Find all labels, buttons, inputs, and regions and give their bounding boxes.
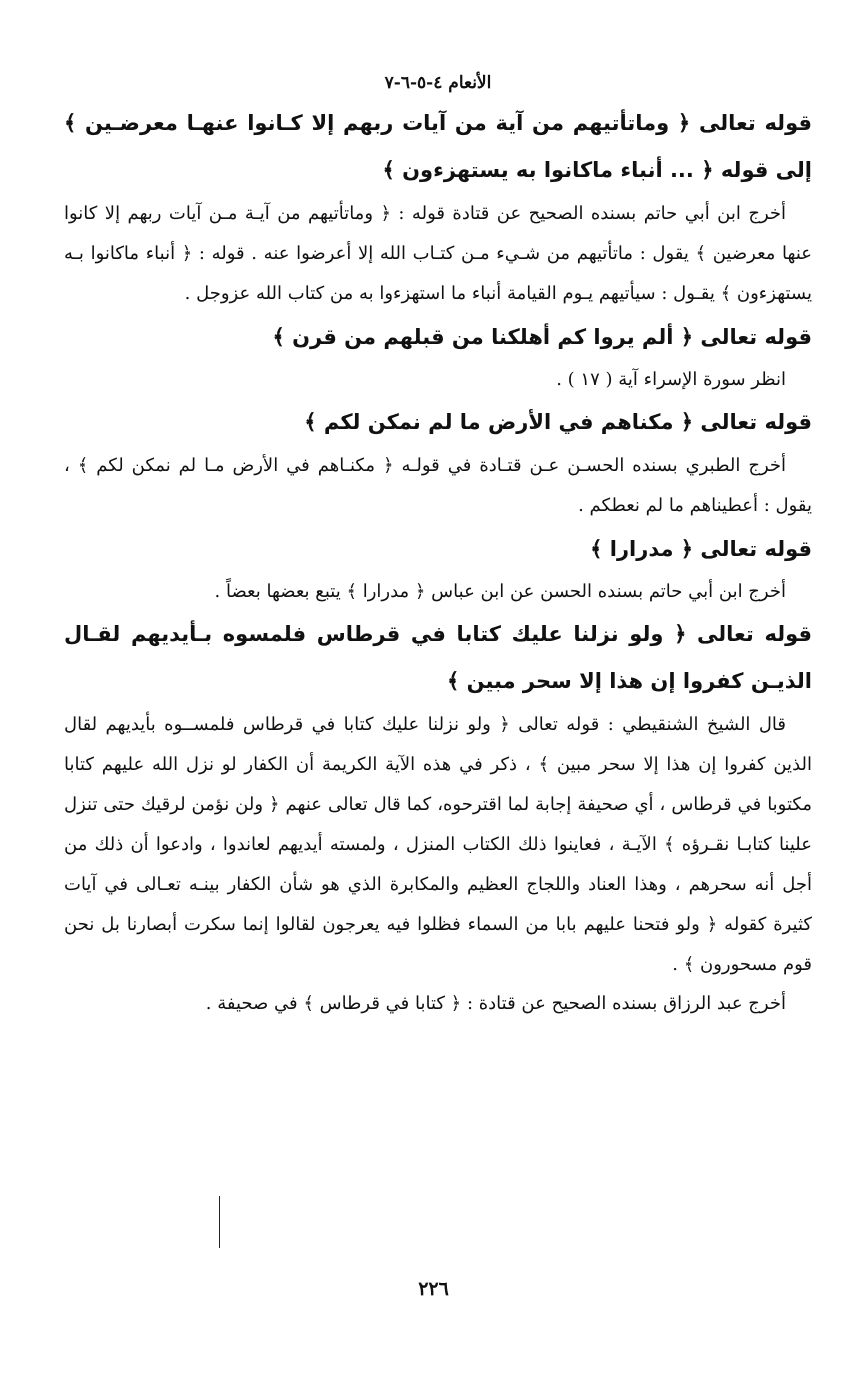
running-head: الأنعام ٤-٥-٦-٧ [384,73,492,93]
commentary-paragraph-5: قال الشيخ الشنقيطي : قوله تعالى ﴿ ولو نزلنا عليك كتابا في قرطاس فلمســوه بأيديهم لقال الذين كفروا إن هذا إلا سحر مبين ﴾ ، ذكر في هذه الآية الكريمة أن الكفار لو نزل الله عليهم كتابا مكتوبا في قرطاس ، أي صحيفة إجابة لما اقترحوه، كما قال تعالى عنهم ﴿ ولن نؤمن لرقيك حتى تنزل علينا كتابـا نقـرؤه ﴾ الآيـة ، فعاينوا ذلك الكتاب المنزل ، ولمسته أيديهم لعاندوا ، وادعوا أن ذلك من أجل أنه سحرهم ، وهذا العناد واللجاج العظيم والمكابرة الذي هو شأن الكفار بينـه تعـالى في آيات كثيرة كقوله ﴿ ولو فتحنا عليهم بابا من السماء فظلوا فيه يعرجون لقالوا إنما سكرت أبصارنا بل نحن قوم مسحورون ﴾ . [64,714,812,975]
commentary-paragraph-6: أخرج عبد الرزاق بسنده الصحيح عن قتادة : ﴿ كتابا في قرطاس ﴾ في صحيفة . [205,993,786,1014]
verse-heading-3: قوله تعالى ﴿ مكناهم في الأرض ما لم نمكن لكم ﴾ [304,410,812,434]
verse-heading-4: قوله تعالى ﴿ مدرارا ﴾ [590,537,812,561]
commentary-paragraph-4: أخرج ابن أبي حاتم بسنده الحسن عن ابن عباس ﴿ مدرارا ﴾ يتبع بعضها بعضاً . [214,581,786,602]
commentary-paragraph-3: أخرج الطبري بسنده الحسـن عـن قتـادة في قولـه ﴿ مكنـاهم في الأرض مـا لم نمكن لكم ﴾ ، يقول : أعطيناهم ما لم نعطكم . [64,455,812,516]
vertical-rule [219,1196,220,1248]
page-number: ٢٢٦ [418,1278,449,1300]
commentary-paragraph-2: انظر سورة الإسراء آية ( ١٧ ) . [556,369,786,390]
verse-heading-1: قوله تعالى ﴿ وماتأتيهم من آية من آيات ربهم إلا كـانوا عنهـا معرضـين ﴾ إلى قوله ﴿ ... أنباء ماكانوا به يستهزءون ﴾ [64,111,812,182]
page-body [64,70,812,1023]
verse-heading-2: قوله تعالى ﴿ ألم يروا كم أهلكنا من قبلهم من قرن ﴾ [272,325,812,349]
commentary-paragraph-1: أخرج ابن أبي حاتم بسنده الصحيح عن قتادة قوله : ﴿ وماتأتيهم من آيـة مـن آيات ربهم إلا كانوا عنها معرضين ﴾ يقول : ماتأتيهم من شـيء مـن كتـاب الله إلا أعرضوا عنه . قوله : ﴿ أنباء ماكانوا بـه يستهزءون ﴾ يقـول : سيأتيهم يـوم القيامة أنباء ما استهزءوا به من كتاب الله عزوجل . [64,203,812,304]
verse-heading-5: قوله تعالى ﴿ ولو نزلنا عليك كتابا في قرطاس فلمسوه بـأيديهم لقـال الذيـن كفروا إن هذا إلا سحر مبين ﴾ [64,622,812,693]
